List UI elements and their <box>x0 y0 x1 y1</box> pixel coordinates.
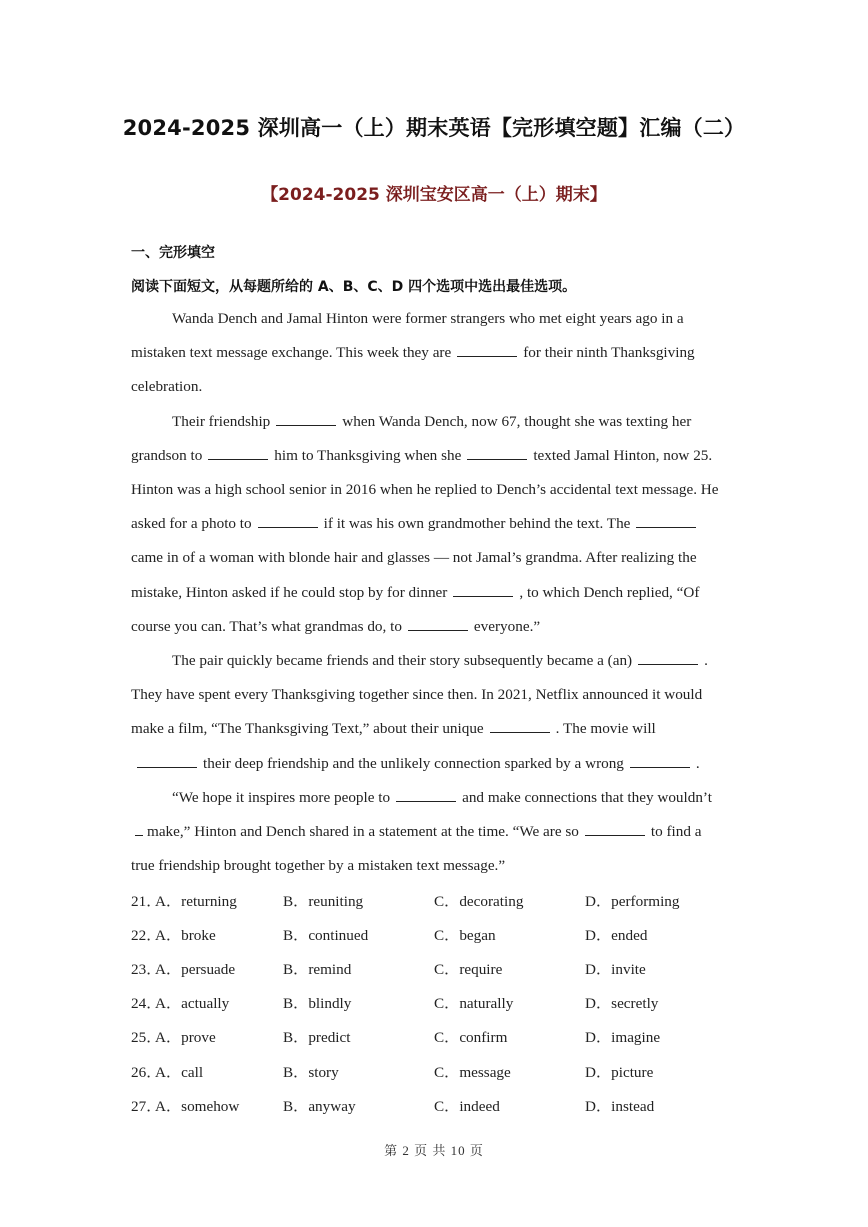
option-a: A．prove <box>155 1029 216 1047</box>
blank-22 <box>276 411 336 426</box>
question-row <box>131 1088 751 1122</box>
passage-paragraph-2: Their friendship when Wanda Dench, now 67, thought she was texting her grandson to him to Thanksgiving when she texted Jamal Hinton, now 25. Hinton was a high school senior in 2016 when he replied to Dench’s accidental text message. He asked for a photo to if it was his own grandmother behind the text. Thecame in of a woman with blonde hair and glasses — not Jamal’s grandma. After realizing the mistake, Hinton asked if he could stop by for dinner , to which Dench replied, “Of course you can. That’s what grandmas do, to everyone.” <box>131 412 719 635</box>
question-number: 26． <box>131 1063 162 1081</box>
question-number: 25． <box>131 1029 162 1047</box>
question-row <box>131 951 751 985</box>
option-a: A．broke <box>155 926 216 944</box>
blank-24 <box>467 445 527 460</box>
blank-32 <box>630 753 690 768</box>
question-row <box>131 986 751 1020</box>
option-a: A．actually <box>155 995 230 1013</box>
option-d: D．performing <box>585 892 680 910</box>
blank-34 <box>135 821 143 836</box>
option-a: A．call <box>155 1063 204 1081</box>
blank-29 <box>638 650 698 665</box>
option-b: B．predict <box>283 1029 351 1047</box>
section-heading: 一、完形填空 <box>131 245 215 261</box>
passage-paragraph-4: “We hope it inspires more people to and make connections that they wouldn’tmake,” Hinton and Dench shared in a statement at the time. “We are so to find a true friendship brought together by a mistaken text message.” <box>131 788 712 875</box>
question-number: 24． <box>131 995 162 1013</box>
blank-23 <box>208 445 268 460</box>
instruction-text: 阅读下面短文，从每题所给的 A、B、C、D 四个选项中选出最佳选项。 <box>131 279 577 295</box>
option-d: D．ended <box>585 926 648 944</box>
option-c: C．decorating <box>434 892 524 910</box>
option-d: D．secretly <box>585 995 659 1013</box>
option-c: C．indeed <box>434 1097 500 1115</box>
blank-28 <box>408 616 468 631</box>
question-number: 22． <box>131 926 162 944</box>
blank-27 <box>453 582 513 597</box>
option-c: C．message <box>434 1063 511 1081</box>
option-a: A．somehow <box>155 1097 240 1115</box>
question-number: 21． <box>131 892 162 910</box>
option-b: B．blindly <box>283 995 352 1013</box>
option-b: B．story <box>283 1063 339 1081</box>
passage-paragraph-3: The pair quickly became friends and their story subsequently became a (an) . They have spent every Thanksgiving together since then. In 2021, Netflix announced it would make a film, “The Thanksgiving Text,” about their unique . The movie willtheir deep friendship and the unlikely connection sparked by a wrong . <box>131 652 708 772</box>
cloze-passage <box>131 302 727 883</box>
question-row <box>131 917 751 951</box>
question-number: 27． <box>131 1097 162 1115</box>
option-a: A．persuade <box>155 960 236 978</box>
option-c: C．began <box>434 926 496 944</box>
option-d: D．imagine <box>585 1029 661 1047</box>
blank-25 <box>258 513 318 528</box>
option-c: C．naturally <box>434 995 514 1013</box>
option-d: D．instead <box>585 1097 655 1115</box>
option-b: B．remind <box>283 960 352 978</box>
blank-33 <box>396 787 456 802</box>
option-c: C．confirm <box>434 1029 508 1047</box>
option-d: D．picture <box>585 1063 654 1081</box>
blank-35 <box>585 821 645 836</box>
option-b: B．anyway <box>283 1097 356 1115</box>
answer-options <box>131 883 751 1122</box>
page-title: 2024-2025 深圳高一（上）期末英语【完形填空题】汇编（二） <box>122 116 746 140</box>
page-footer: 第 2 页 共 10 页 <box>384 1143 484 1158</box>
blank-30 <box>490 718 550 733</box>
question-row <box>131 883 751 917</box>
passage-paragraph-1: Wanda Dench and Jamal Hinton were former strangers who met eight years ago in a mistaken text message exchange. This week they are for their ninth Thanksgiving celebration. <box>131 310 695 396</box>
option-b: B．reuniting <box>283 892 364 910</box>
blank-21 <box>457 342 517 357</box>
question-row <box>131 1020 751 1054</box>
question-number: 23． <box>131 960 162 978</box>
blank-26 <box>636 513 696 528</box>
option-a: A．returning <box>155 892 237 910</box>
option-c: C．require <box>434 960 503 978</box>
section-subtitle: 【2024-2025 深圳宝安区高一（上）期末】 <box>261 185 607 205</box>
option-d: D．invite <box>585 960 646 978</box>
blank-31 <box>137 753 197 768</box>
option-b: B．continued <box>283 926 369 944</box>
question-row <box>131 1054 751 1088</box>
